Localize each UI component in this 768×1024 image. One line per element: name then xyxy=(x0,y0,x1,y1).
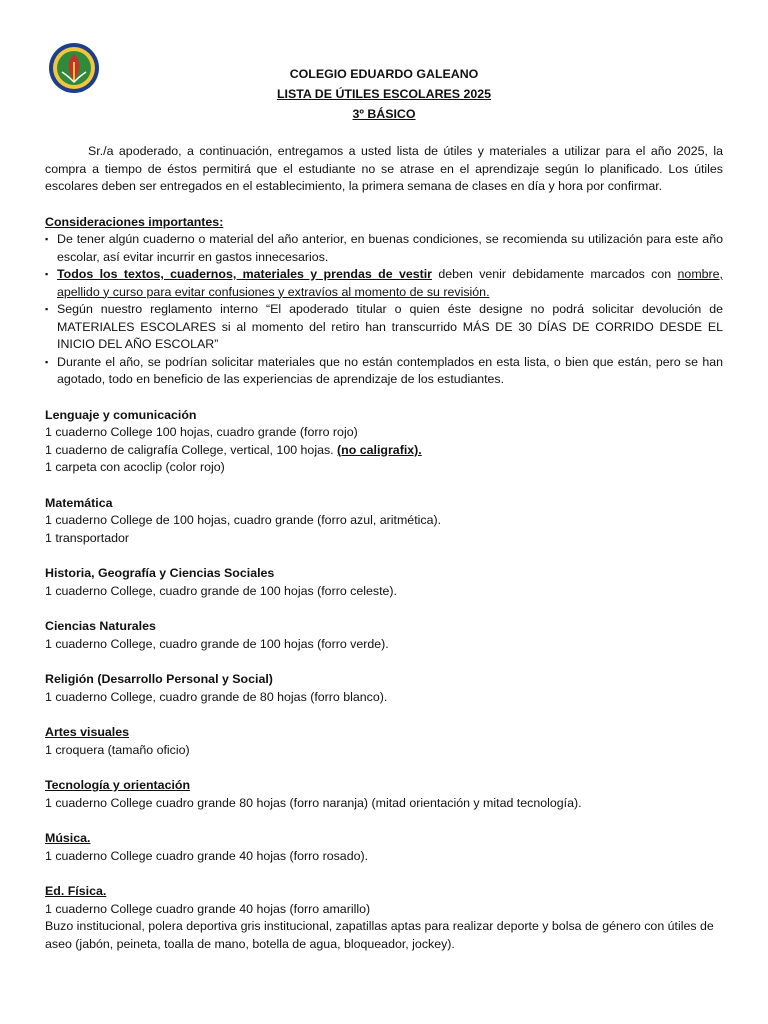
section-title-ciencias: Ciencias Naturales xyxy=(45,619,156,633)
section-title-tecnologia: Tecnología y orientación xyxy=(45,778,191,792)
list-item: 1 cuaderno College de 100 hojas, cuadro grande (forro azul, aritmética). xyxy=(45,513,442,527)
section-title-matematica: Matemática xyxy=(45,495,113,510)
intro-paragraph: Sr./a apoderado, a continuación, entregamos a usted lista de útiles y materiales a utilizar para el año 2025, la compra a tiempo de éstos permitirá que el estudiante no se atrase en el aprendizaje según lo planificado. Los útiles escolares deben ser entregados en el establecimiento, la primera semana de clases en día y hora por confirmar. xyxy=(45,144,723,193)
school-name: COLEGIO EDUARDO GALEANO xyxy=(289,67,479,81)
list-item: 1 carpeta con acoclip (color rojo) xyxy=(45,460,225,474)
list-item: 1 cuaderno College cuadro grande 40 hojas (forro amarillo) xyxy=(45,901,371,916)
list-item: ▪ Según nuestro reglamento interno “El apoderado titular o quien éste designe no podrá solicitar devolución de MATERIALES ESCOLARES si al momento del retiro han transcurrido MÁS DE 30 DÍAS DE CORRIDO DESDE EL INICIO DEL AÑO ESCOLAR” xyxy=(45,301,723,354)
list-item: 1 cuaderno de caligrafía College, vertical, 100 hojas. (no caligrafix). xyxy=(45,442,422,457)
section-title-historia: Historia, Geografía y Ciencias Sociales xyxy=(45,566,275,580)
list-item: ▪ Durante el año, se podrían solicitar materiales que no están contemplados en esta lista, o bien que están, pero se han agotado, todo en beneficio de las experiencias de aprendizaje de los estudiantes. xyxy=(45,354,723,389)
list-item: 1 cuaderno College, cuadro grande de 100 hojas (forro celeste). xyxy=(45,583,397,598)
list-item: 1 cuaderno College, cuadro grande de 100 hojas (forro verde). xyxy=(45,636,389,651)
list-item: 1 transportador xyxy=(45,530,130,545)
section-title-edfisica: Ed. Física. xyxy=(45,884,107,898)
list-title: LISTA DE ÚTILES ESCOLARES 2025 xyxy=(276,87,492,101)
list-item: 1 cuaderno College 100 hojas, cuadro grande (forro rojo) xyxy=(45,425,358,439)
list-item: 1 cuaderno College cuadro grande 80 hojas (forro naranja) (mitad orientación y mitad tecnología). xyxy=(45,795,582,810)
section-title-religion: Religión (Desarrollo Personal y Social) xyxy=(45,672,273,686)
list-item: ▪ De tener algún cuaderno o material del año anterior, en buenas condiciones, se recomienda su utilización para este año escolar, así evitar incurrir en gastos innecesarios. xyxy=(45,231,723,266)
marking-emphasis: Todos los textos, cuadernos, materiales y prendas de vestir xyxy=(57,267,433,281)
document-body xyxy=(45,143,723,953)
list-item: 1 cuaderno College cuadro grande 40 hojas (forro rosado). xyxy=(45,848,369,863)
section-title-musica: Música. xyxy=(45,831,91,845)
list-item: 1 cuaderno College, cuadro grande de 80 hojas (forro blanco). xyxy=(45,689,388,704)
section-title-artes: Artes visuales xyxy=(45,725,130,739)
list-item: 1 croquera (tamaño oficio) xyxy=(45,742,190,757)
document-header xyxy=(0,64,768,124)
section-title-lenguaje: Lenguaje y comunicación xyxy=(45,407,197,422)
list-item: ▪ Todos los textos, cuadernos, materiales y prendas de vestir deben venir debidamente marcados con nombre, apellido y curso para evitar confusiones y extravíos al momento de su revisión. xyxy=(45,266,723,301)
list-item: Buzo institucional, polera deportiva gris institucional, zapatillas aptas para realizar deporte y bolsa de género con útiles de aseo (jabón, peineta, toalla de mano, botella de agua, bloqueador, jockey). xyxy=(45,919,714,951)
considerations-title: Consideraciones importantes: xyxy=(45,214,224,229)
considerations-list xyxy=(45,231,723,389)
grade-title: 3º BÁSICO xyxy=(352,107,416,121)
marking-requirement: nombre, apellido y curso para evitar confusiones y extravíos al momento de su revisión. xyxy=(57,267,723,299)
